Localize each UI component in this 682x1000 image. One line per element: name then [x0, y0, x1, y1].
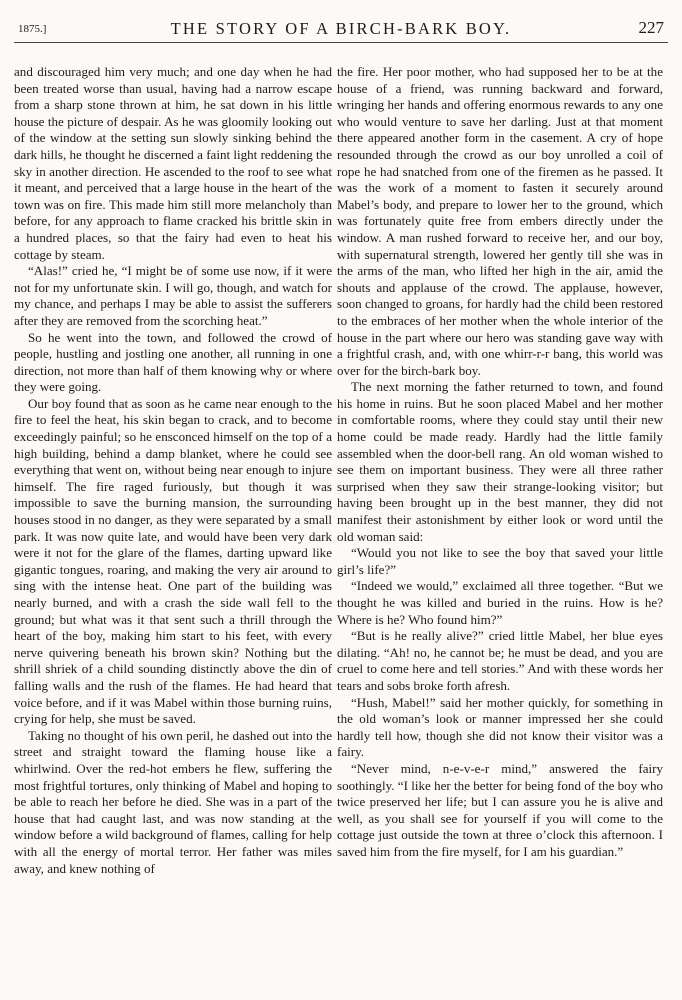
paragraph: the fire. Her poor mother, who had supposed her to be at the house of a friend, was running backward and forward, wringing her hands and offering enormous rewards to any one who would venture to save her darling. Just at that moment there appeared another form in the casement. A cry of hope resounded through the crowd as our boy unrolled a coil of rope he had snatched from one of the firemen as he passed. It was the work of a moment to fasten it securely around Mabel’s body, and prepare to lower her to the ground, which was fortunately quite free from embers directly under the window. A man rushed forward to receive her, and our boy, with supernatural strength, lowered her gently till she was in the arms of the man, who lifted her high in the air, amid the shouts and applause of the crowd. The applause, however, soon changed to groans, for hardly had the child been restored to the embraces of her mother when the whole interior of the house in the part where our hero was standing gave way with a frightful crash, and, with one whirr-r-r bang, this world was over for the birch-bark boy.	[337, 64, 663, 378]
paragraph: The next morning the father returned to town, and found his home in ruins. But he soon placed Mabel and her mother in comfortable rooms, where they could stay until their new home could be made ready. Hardly had the little family assembled when the door-bell rang. An old woman wished to see them on important business. They were all three rather surprised when they saw their strange-looking visitor; but having been brought up in the best manner, they did not manifest their astonishment by either look or word until the old woman said:	[337, 379, 663, 544]
header-title: THE STORY OF A BIRCH-BARK BOY.	[170, 19, 512, 38]
paragraph: “Never mind, n-e-v-e-r mind,” answered the fairy soothingly. “I like her the better for being fond of the boy who twice preserved her life; but I can assure you he is alive and well, as you shall see for yourself if you will come to the cottage just outside the town at three o’clock this afternoon. I saved him from the fire myself, for I am his guardian.”	[337, 760, 663, 859]
paragraph: and discouraged him very much; and one day when he had been treated worse than usual, having had a narrow escape from a sharp stone thrown at him, he sat down in his little house the picture of despair. As he was gloomily looking out of the window at the setting sun slowly sinking behind the dark hills, he thought he discerned a faint light reddening the sky in another direction. He ascended to the roof to see what it meant, and perceived that a large house in the heart of the town was on fire. This made him still more melancholy than before, for any approach to flame cracked his brittle skin in a hundred places, so that the fairy had even to heat his cottage by steam.	[14, 64, 332, 262]
running-header	[14, 16, 668, 43]
paragraph: So he went into the town, and followed the crowd of people, hustling and jostling one another, all running in one direction, not more than half of them knowing why or where they were going.	[14, 329, 332, 395]
paragraph: “Alas!” cried he, “I might be of some use now, if it were not for my unfortunate skin. I will go, though, and watch for my chance, and perhaps I may be able to assist the sufferers after they are removed from the scorching heat.”	[14, 263, 332, 328]
header-year: 1875.]	[18, 23, 47, 35]
paragraph: Taking no thought of his own peril, he dashed out into the street and straight toward the flaming house like a whirlwind. Over the red-hot embers he flew, suffering the most frightful tortures, only thinking of Mabel and hoping to be able to reach her before he died. She was in a part of the house that had caught last, and was now standing at the window before a wild background of flames, calling for help with all the energy of mortal terror. Her father was miles away, and knew nothing of	[14, 727, 332, 876]
page-number: 227	[638, 18, 664, 37]
paragraph: Our boy found that as soon as he came near enough to the fire to feel the heat, his skin began to crack, and to become exceedingly painful; so he ensconced himself on the top of a high building, behind a damp blanket, where he could see everything that went on, without being near enough to injure himself. The fire raged furiously, but though it was impossible to save the burning mansion, the surrounding houses stood in no danger, as they were separated by a small park. It was now quite late, and would have been very dark were it not for the glare of the flames, darting upward like gigantic tongues, roaring, and making the very air around to sing with the intense heat. One part of the building was nearly burned, and with a crash the side wall fell to the ground; but what was it that sent such a thrill through the heart of the boy, making him start to his feet, with every nerve quivering beneath his brown skin? Nothing but the shrill shriek of a child sounding distinctly above the din of falling walls and the rush of the flames. He had heard that voice before, and if it was Mabel within those burning ruins, crying for help, she must be saved.	[14, 395, 332, 727]
paragraph: “Hush, Mabel!” said her mother quickly, for something in the old woman’s look or manner impressed her she could hardly tell how, though she did not know their visitor was a fairy.	[337, 694, 663, 760]
paragraph: “Indeed we would,” exclaimed all three together. “But we thought he was killed and buried in the ruins. How is he? Where is he? Who found him?”	[337, 578, 663, 627]
paragraph: “But is he really alive?” cried little Mabel, her blue eyes dilating. “Ah! no, he cannot be; he must be dead, and you are cruel to come here and tell stories.” And with these words her tears and sobs broke forth afresh.	[337, 628, 663, 693]
right-column	[337, 64, 663, 861]
paragraph: “Would you not like to see the boy that saved your little girl’s life?”	[337, 545, 663, 577]
left-column	[14, 64, 332, 877]
